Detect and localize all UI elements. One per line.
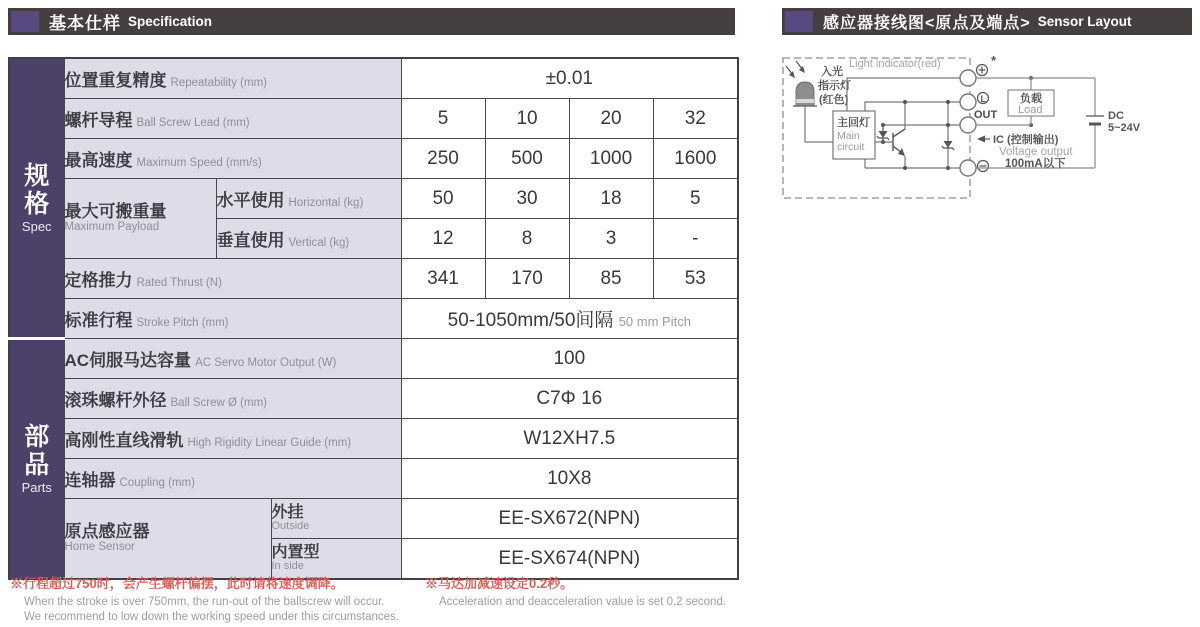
sensor-wiring-diagram [775, 46, 1200, 208]
row-label-max-speed: 最高速度 Maximum Speed (mm/s) [64, 139, 401, 179]
main-circuit-en2: circuit [837, 141, 865, 153]
footnote-right-en: Acceleration and deacceleration value is set 0.2 second. [439, 595, 727, 608]
ic-arrow-icon [977, 136, 990, 143]
value-sensor-inside: EE-SX674(NPN) [401, 539, 738, 580]
value-stroke-pitch: 50-1050mm/50间隔 50 mm Pitch [401, 299, 738, 339]
section-spec [9, 58, 64, 339]
row-label-ball-screw-od: 滚珠螺杆外径 Ball Screw Ø (mm) [64, 379, 401, 419]
value-repeatability: ±0.01 [401, 58, 738, 99]
voltage-output-label: Voltage output [999, 146, 1073, 158]
section-parts-cn: 部品 [24, 423, 50, 479]
value-sensor-outside: EE-SX672(NPN) [401, 499, 738, 539]
footnote-left-en2: We recommend to low down the working speed under this circumstances. [24, 610, 399, 623]
value-vertical-4: - [653, 219, 738, 259]
specification-table [8, 57, 739, 580]
table-row [9, 179, 738, 219]
value-lead-4: 32 [653, 99, 738, 139]
value-thrust-3: 85 [569, 259, 653, 299]
value-speed-4: 1600 [653, 139, 738, 179]
table-row [9, 299, 738, 339]
value-servo-output: 100 [401, 339, 738, 379]
row-label-ball-screw-lead: 螺杆导程 Ball Screw Lead (mm) [64, 99, 401, 139]
spec-header-bar [8, 8, 735, 35]
value-thrust-2: 170 [485, 259, 569, 299]
row-label-stroke-pitch: 标准行程 Stroke Pitch (mm) [64, 299, 401, 339]
star-note: * [991, 53, 997, 68]
current-limit-label: 100mA以下 [1005, 158, 1066, 170]
accent-square [11, 11, 39, 32]
row-label-outside: 外挂 Outside [271, 499, 401, 539]
row-label-coupling: 连轴器 Coupling (mm) [64, 459, 401, 499]
main-circuit-en1: Main [837, 130, 860, 142]
value-horizontal-4: 5 [653, 179, 738, 219]
footnote-left-cn: ※行程超过750时，会产生螺杆偏摆，此时请将速度调降。 [10, 576, 344, 591]
led-label-line1: 入光 [821, 66, 843, 78]
sensor-title-en: Sensor Layout [1037, 14, 1132, 29]
light-indicator-label: Light indicator(red) [849, 58, 941, 70]
row-label-rated-thrust: 定格推力 Rated Thrust (N) [64, 259, 401, 299]
accent-square [785, 11, 813, 32]
footnote-right [425, 576, 726, 609]
plus-terminal-icon [977, 65, 988, 76]
value-vertical-3: 3 [569, 219, 653, 259]
table-row [9, 99, 738, 139]
value-lead-2: 10 [485, 99, 569, 139]
spec-title-en: Specification [128, 14, 213, 29]
led-icon [793, 82, 817, 106]
sensor-layout-header-bar [782, 8, 1192, 35]
battery-icon [1086, 116, 1104, 124]
section-parts-en: Parts [21, 480, 52, 495]
table-row [9, 419, 738, 459]
value-lead-3: 20 [569, 99, 653, 139]
led-label-line3: (红色) [819, 94, 849, 106]
out-terminal-label: OUT [974, 109, 998, 121]
footnote-left-en1: When the stroke is over 750mm, the run-out of the ballscrew will occur. [24, 595, 385, 608]
value-vertical-2: 8 [485, 219, 569, 259]
section-parts [9, 339, 64, 580]
table-row [9, 139, 738, 179]
main-circuit-cn: 主回灯 [837, 117, 870, 129]
value-coupling: 10X8 [401, 459, 738, 499]
load-label-cn: 负载 [1020, 93, 1042, 105]
l-terminal-icon [978, 93, 989, 105]
value-speed-3: 1000 [569, 139, 653, 179]
sensor-title-cn: 感应器接线图<原点及端点> [823, 15, 1031, 32]
spec-title-cn: 基本仕样 [49, 14, 121, 33]
section-spec-cn: 规格 [24, 162, 50, 218]
table-row [9, 499, 738, 539]
ic-output-label: IC (控制输出) [993, 134, 1059, 146]
table-row [9, 58, 738, 99]
section-spec-en: Spec [21, 219, 52, 234]
value-thrust-4: 53 [653, 259, 738, 299]
value-horizontal-1: 50 [401, 179, 485, 219]
row-label-servo-output: AC伺服马达容量 AC Servo Motor Output (W) [64, 339, 401, 379]
value-horizontal-2: 30 [485, 179, 569, 219]
table-row [9, 459, 738, 499]
row-label-max-payload: 最大可搬重量 Maximum Payload [64, 179, 216, 259]
table-row [9, 379, 738, 419]
footnote-left [10, 576, 399, 624]
value-vertical-1: 12 [401, 219, 485, 259]
row-label-horizontal: 水平使用 Horizontal (kg) [216, 179, 401, 219]
svg-text:L: L [980, 94, 986, 104]
value-speed-1: 250 [401, 139, 485, 179]
light-arrows-icon [786, 61, 805, 78]
row-label-repeatability: 位置重复精度 Repeatability (mm) [64, 58, 401, 99]
value-thrust-1: 341 [401, 259, 485, 299]
row-label-inside: 内置型 In side [271, 539, 401, 580]
value-speed-2: 500 [485, 139, 569, 179]
load-label-en: Load [1018, 104, 1043, 116]
dc-voltage-label: 5~24V [1108, 122, 1141, 134]
table-row [9, 339, 738, 379]
sensor-body-outline [783, 58, 970, 198]
transistor-icon [893, 129, 905, 156]
row-label-home-sensor: 原点感应器 Home Sensor [64, 499, 271, 580]
table-row [9, 259, 738, 299]
led-label-line2: 指示灯 [818, 80, 851, 92]
value-lead-1: 5 [401, 99, 485, 139]
minus-terminal-icon [978, 161, 989, 172]
value-linear-guide: W12XH7.5 [401, 419, 738, 459]
row-label-vertical: 垂直使用 Vertical (kg) [216, 219, 401, 259]
value-ball-screw-od: C7Φ 16 [401, 379, 738, 419]
dc-label: DC [1108, 110, 1124, 122]
row-label-linear-guide: 高刚性直线滑轨 High Rigidity Linear Guide (mm) [64, 419, 401, 459]
value-horizontal-3: 18 [569, 179, 653, 219]
zener-diode-icon [877, 125, 889, 142]
footnote-right-cn: ※马达加减速设定0.2秒。 [425, 576, 574, 591]
terminal-circles [960, 70, 976, 176]
